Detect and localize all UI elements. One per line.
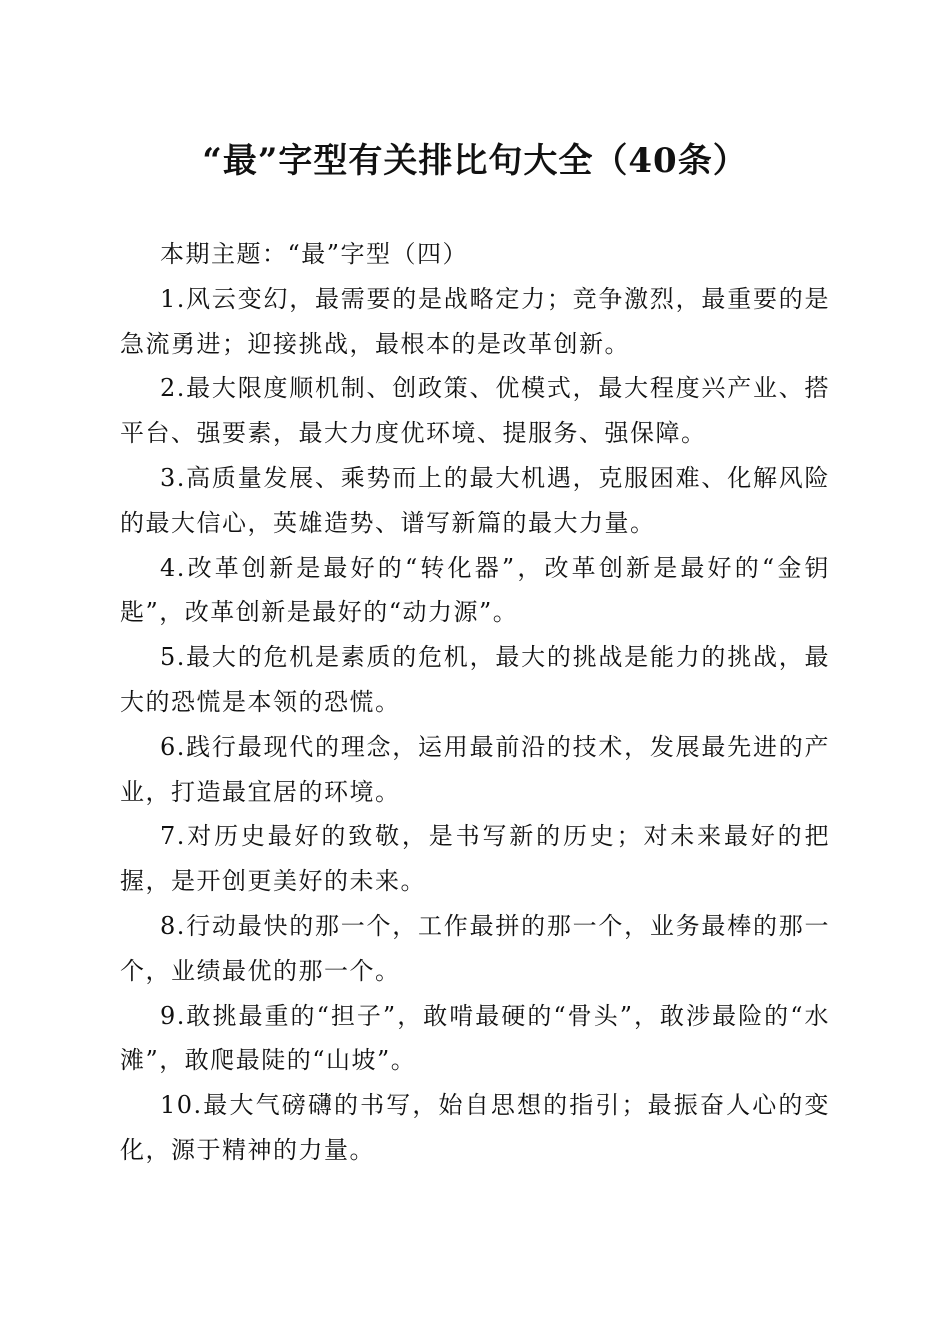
document-body — [120, 232, 830, 1173]
list-item-6: 6.践行最现代的理念，运用最前沿的技术，发展最先进的产业，打造最宜居的环境。 — [120, 732, 830, 806]
list-item-10: 10.最大气磅礴的书写，始自思想的指引；最振奋人心的变化，源于精神的力量。 — [120, 1091, 830, 1164]
list-item-4: 4.改革创新是最好的“转化器”，改革创新是最好的“金钥匙”，改革创新是最好的“动力源”。 — [120, 553, 830, 627]
list-item-3: 3.高质量发展、乘势而上的最大机遇，克服困难、化解风险的最大信心，英雄造势、谱写新篇的最大力量。 — [120, 463, 830, 537]
list-item-5: 5.最大的危机是素质的危机，最大的挑战是能力的挑战，最大的恐慌是本领的恐慌。 — [120, 643, 830, 716]
list-item-2: 2.最大限度顺机制、创政策、优模式，最大程度兴产业、搭平台、强要素，最大力度优环境、提服务、强保障。 — [120, 374, 830, 448]
list-item-8: 8.行动最快的那一个，工作最拼的那一个，业务最棒的那一个，业绩最优的那一个。 — [120, 911, 830, 985]
list-item-7: 7.对历史最好的致敬，是书写新的历史；对未来最好的把握，是开创更美好的未来。 — [120, 822, 830, 896]
document-subtitle: 本期主题：“最”字型（四） — [160, 240, 469, 268]
list-item-9: 9.敢挑最重的“担子”，敢啃最硬的“骨头”，敢涉最险的“水滩”，敢爬最陡的“山坡”。 — [120, 1001, 830, 1075]
list-item-1: 1.风云变幻，最需要的是战略定力；竞争激烈，最重要的是急流勇进；迎接挑战，最根本的是改革创新。 — [120, 284, 830, 358]
document-title: “最”字型有关排比句大全（40条） — [202, 141, 748, 181]
